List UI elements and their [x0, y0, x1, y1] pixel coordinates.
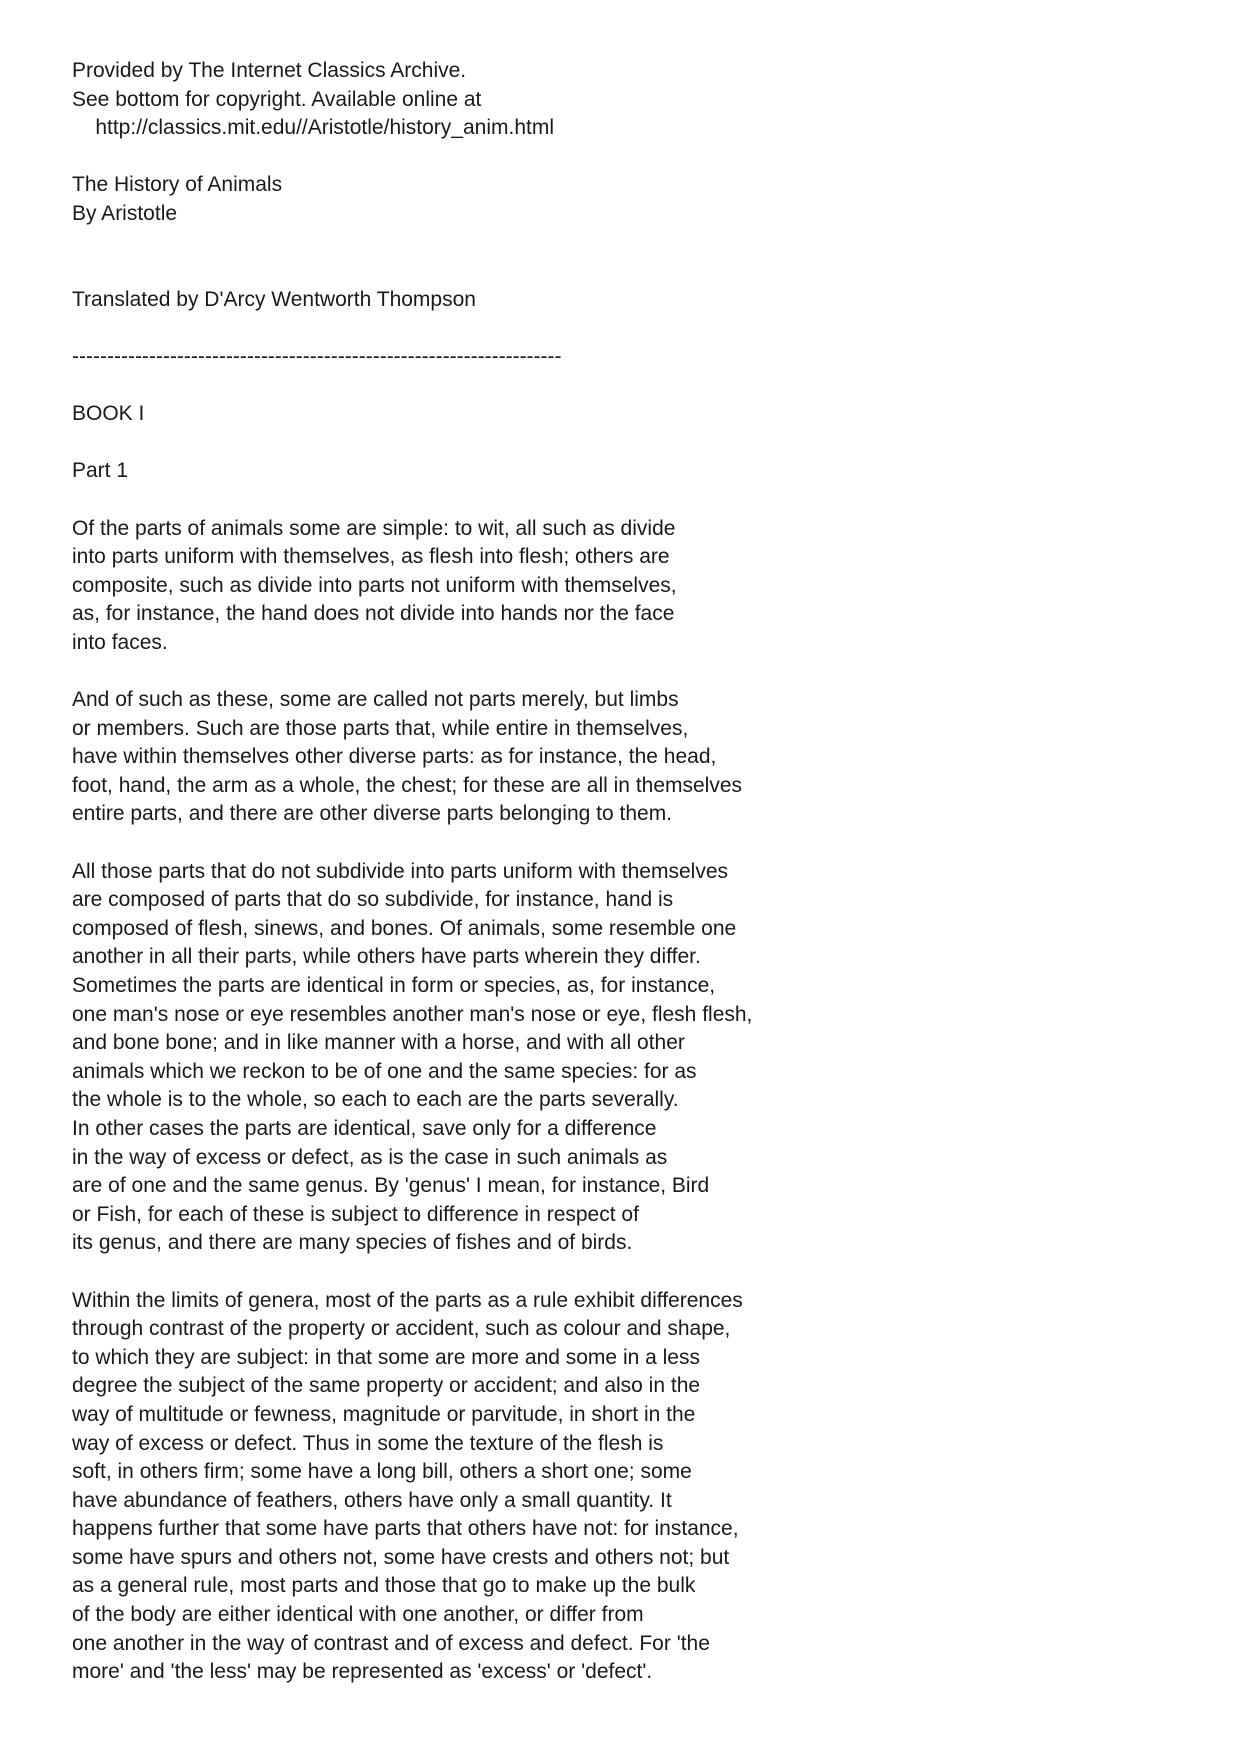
text-line: All those parts that do not subdivide into parts uniform with themselves: [72, 859, 729, 883]
copyright-line: See bottom for copyright. Available online at: [72, 87, 482, 111]
text-line: composite, such as divide into parts not uniform with themselves,: [72, 573, 677, 597]
text-line: the whole is to the whole, so each to each are the parts severally.: [72, 1088, 679, 1112]
text-line: animals which we reckon to be of one and the same species: for as: [72, 1059, 697, 1083]
text-line: to which they are subject: in that some are more and some in a less: [72, 1345, 700, 1369]
paragraph: [72, 858, 1172, 1258]
divider-rule: ----------------------------------------------------------------------: [72, 344, 562, 368]
text-line: in the way of excess or defect, as is the case in such animals as: [72, 1145, 668, 1169]
spacer: [72, 229, 1172, 258]
text-line: composed of flesh, sinews, and bones. Of animals, some resemble one: [72, 916, 737, 940]
text-line: soft, in others firm; some have a long bill, others a short one; some: [72, 1460, 692, 1484]
text-line: In other cases the parts are identical, save only for a difference: [72, 1116, 657, 1140]
text-line: are of one and the same genus. By 'genus' I mean, for instance, Bird: [72, 1174, 710, 1198]
text-line: foot, hand, the arm as a whole, the chest; for these are all in themselves: [72, 773, 743, 797]
text-line: another in all their parts, while others have parts wherein they differ.: [72, 945, 701, 969]
document-page: [72, 57, 1172, 1687]
text-line: one man's nose or eye resembles another man's nose or eye, flesh flesh,: [72, 1002, 753, 1026]
text-line: entire parts, and there are other diverse parts belonging to them.: [72, 802, 673, 826]
text-line: one another in the way of contrast and of excess and defect. For 'the: [72, 1631, 710, 1655]
text-line: are composed of parts that do so subdivide, for instance, hand is: [72, 888, 674, 912]
text-line: Within the limits of genera, most of the parts as a rule exhibit differences: [72, 1288, 743, 1312]
text-line: way of excess or defect. Thus in some the texture of the flesh is: [72, 1431, 664, 1455]
spacer: [72, 372, 1172, 401]
spacer: [72, 486, 1172, 515]
text-line: through contrast of the property or accident, such as colour and shape,: [72, 1317, 731, 1341]
text-line: more' and 'the less' may be represented as 'excess' or 'defect'.: [72, 1660, 653, 1684]
text-line: of the body are either identical with one another, or differ from: [72, 1603, 644, 1627]
body-text: [72, 515, 1172, 1687]
text-line: or members. Such are those parts that, while entire in themselves,: [72, 716, 689, 740]
paragraph: [72, 1287, 1172, 1687]
text-line: into parts uniform with themselves, as flesh into flesh; others are: [72, 545, 670, 569]
text-line: have within themselves other diverse parts: as for instance, the head,: [72, 745, 717, 769]
paragraph: [72, 515, 1172, 658]
text-line: degree the subject of the same property or accident; and also in the: [72, 1374, 701, 1398]
spacer: [72, 1258, 1172, 1287]
spacer: [72, 143, 1172, 172]
spacer: [72, 657, 1172, 686]
text-line: its genus, and there are many species of fishes and of birds.: [72, 1231, 633, 1255]
book-heading: BOOK I: [72, 402, 145, 426]
text-line: into faces.: [72, 630, 168, 654]
spacer: [72, 314, 1172, 343]
text-line: and bone bone; and in like manner with a horse, and with all other: [72, 1031, 685, 1055]
text-line: some have spurs and others not, some have crests and others not; but: [72, 1545, 730, 1569]
spacer: [72, 429, 1172, 458]
text-line: or Fish, for each of these is subject to difference in respect of: [72, 1202, 639, 1226]
paragraph: [72, 686, 1172, 829]
text-line: as a general rule, most parts and those that go to make up the bulk: [72, 1574, 696, 1598]
text-line: way of multitude or fewness, magnitude or parvitude, in short in the: [72, 1402, 696, 1426]
text-line: have abundance of feathers, others have only a small quantity. It: [72, 1488, 672, 1512]
document-title: The History of Animals: [72, 173, 283, 197]
text-line: happens further that some have parts that others have not: for instance,: [72, 1517, 739, 1541]
text-line: as, for instance, the hand does not divide into hands nor the face: [72, 602, 675, 626]
source-url[interactable]: http://classics.mit.edu//Aristotle/history_anim.html: [72, 116, 554, 140]
document-author: By Aristotle: [72, 201, 178, 225]
text-line: And of such as these, some are called not parts merely, but limbs: [72, 688, 679, 712]
text-line: Of the parts of animals some are simple: to wit, all such as divide: [72, 516, 676, 540]
spacer: [72, 257, 1172, 286]
provider-line: Provided by The Internet Classics Archive.: [72, 59, 467, 82]
part-heading: Part 1: [72, 459, 129, 483]
text-line: Sometimes the parts are identical in form or species, as, for instance,: [72, 974, 716, 997]
spacer: [72, 829, 1172, 858]
translator-credit: Translated by D'Arcy Wentworth Thompson: [72, 287, 476, 311]
